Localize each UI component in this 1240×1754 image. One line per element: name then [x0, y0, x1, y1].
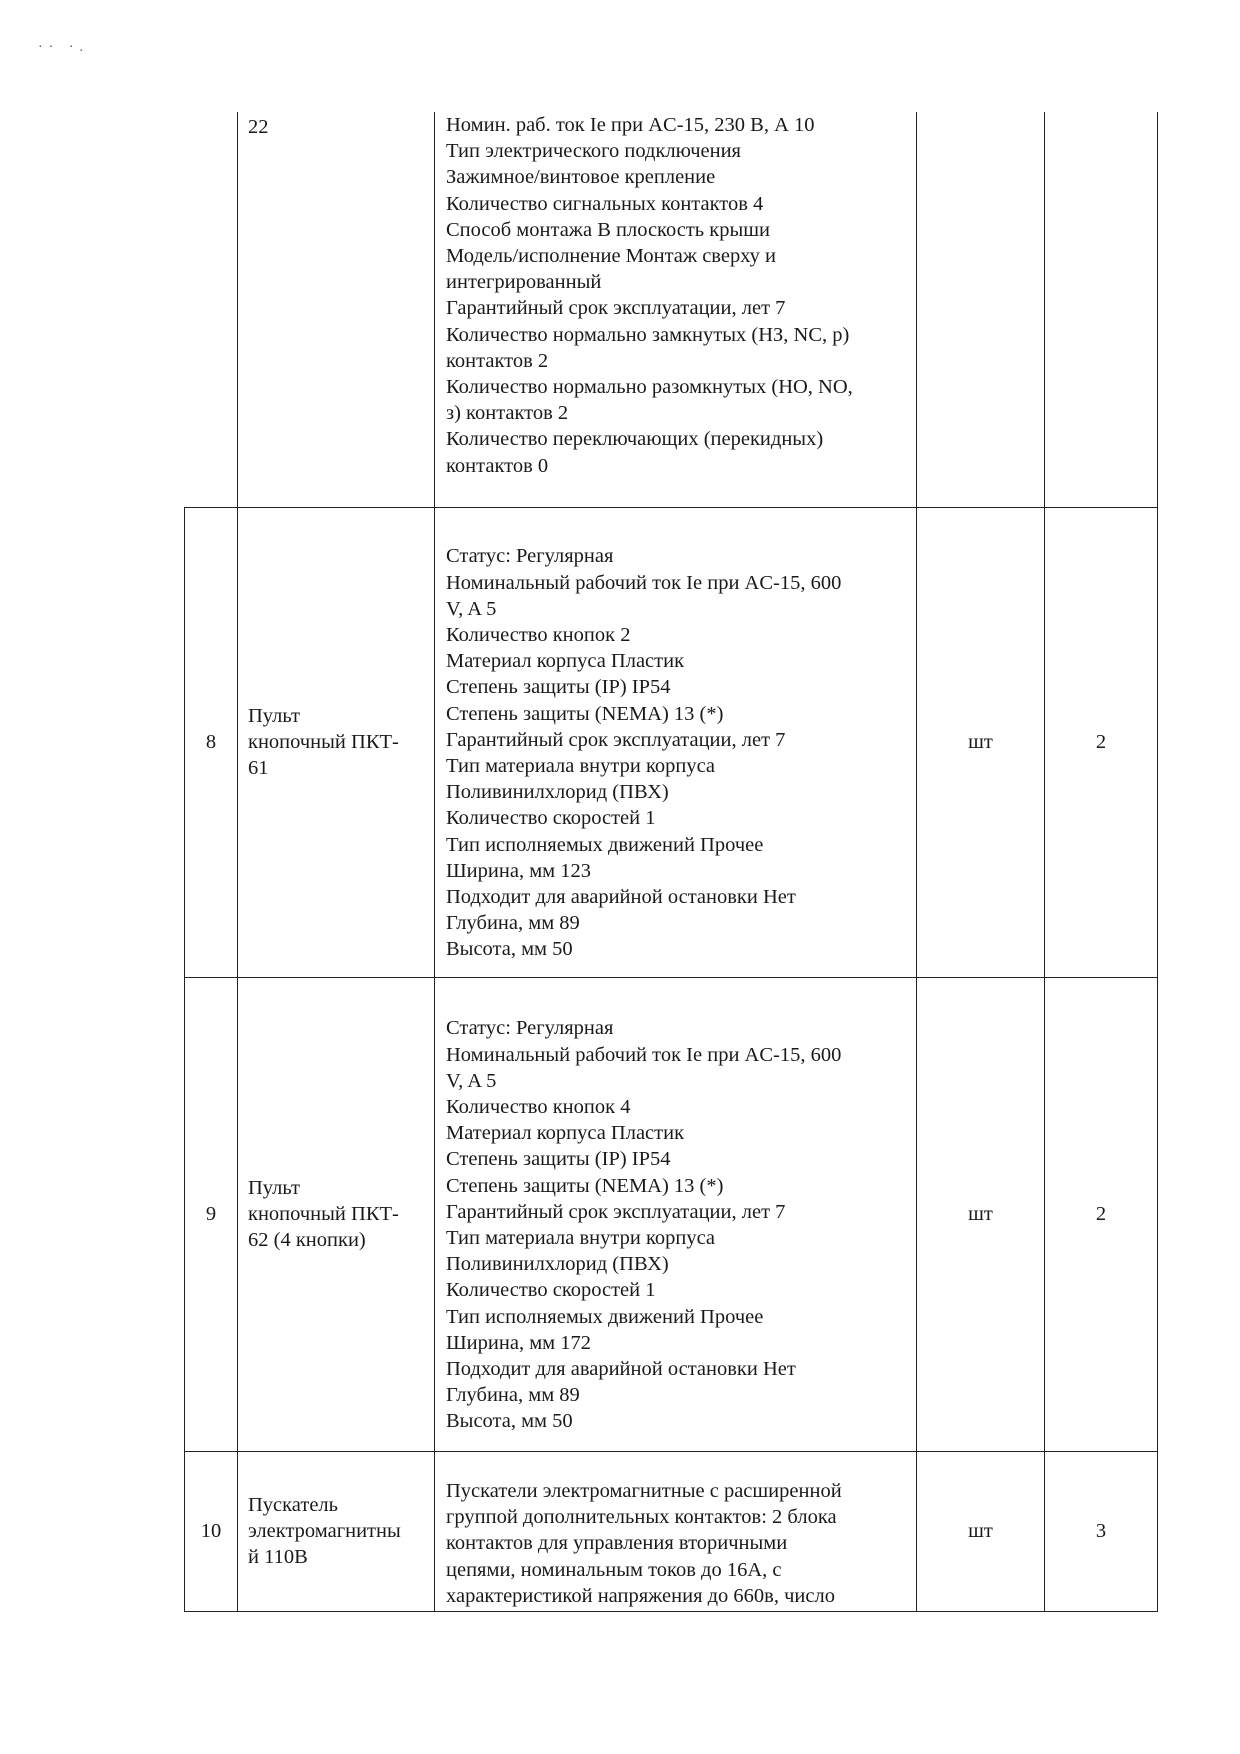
- description-line: Материал корпуса Пластик: [446, 1122, 685, 1145]
- unit-cell: шт: [917, 507, 1045, 977]
- description-line: Количество нормально разомкнутых (НО, NO,: [446, 376, 853, 399]
- item-name-line: 22: [248, 116, 269, 138]
- item-description-cell: [435, 977, 917, 1451]
- item-description-cell: [435, 1451, 917, 1611]
- unit-cell: [917, 112, 1045, 507]
- item-name-line: электромагнитны: [248, 1519, 401, 1542]
- description-line: Способ монтажа В плоскость крыши: [446, 218, 771, 241]
- description-line: Статус: Регулярная: [446, 1017, 614, 1040]
- row-number-cell: [185, 112, 238, 507]
- description-line: Количество нормально замкнутых (НЗ, NC, р): [446, 323, 850, 346]
- table-row: [185, 112, 1158, 507]
- description-line: Степень защиты (IP) IP54: [446, 1148, 671, 1171]
- description-line: Поливинилхлорид (ПВХ): [446, 1253, 669, 1276]
- item-name-line: 62 (4 кнопки): [248, 1229, 366, 1252]
- unit-cell: шт: [917, 977, 1045, 1451]
- description-line: Количество скоростей 1: [446, 807, 656, 830]
- description-line: Количество кнопок 4: [446, 1095, 631, 1118]
- description-line: з) контактов 2: [446, 402, 569, 425]
- description-line: Степень защиты (NEMA) 13 (*): [446, 702, 724, 725]
- description-line: V, A 5: [446, 1069, 497, 1092]
- description-line: Количество кнопок 2: [446, 623, 631, 646]
- description-line: Тип исполняемых движений Прочее: [446, 833, 764, 856]
- specification-table: [184, 112, 1158, 1612]
- description-line: группой дополнительных контактов: 2 блока: [446, 1506, 837, 1529]
- row-number-cell: 9: [185, 977, 238, 1451]
- description-line: контактов 0: [446, 454, 549, 477]
- description-line: Степень защиты (NEMA) 13 (*): [446, 1174, 724, 1197]
- description-line: контактов для управления вторичными: [446, 1532, 788, 1555]
- description-line: Ширина, мм 123: [446, 859, 592, 882]
- description-line: Тип электрического подключения: [446, 140, 741, 163]
- item-description-cell: [435, 112, 917, 507]
- item-name-cell: [238, 112, 435, 507]
- description-line: Материал корпуса Пластик: [446, 650, 685, 673]
- quantity-cell: 2: [1045, 507, 1158, 977]
- description-line: Ширина, мм 172: [446, 1331, 592, 1354]
- description-line: Номинальный рабочий ток Ie при AC-15, 600: [446, 571, 842, 594]
- description-line: Количество скоростей 1: [446, 1279, 656, 1302]
- description-line: цепями, номинальным токов до 16А, с: [446, 1558, 782, 1581]
- description-line: Модель/исполнение Монтаж сверху и: [446, 245, 777, 268]
- unit-cell: шт: [917, 1451, 1045, 1611]
- description-line: Высота, мм 50: [446, 938, 573, 961]
- description-line: Степень защиты (IP) IP54: [446, 676, 671, 699]
- description-line: Количество сигнальных контактов 4: [446, 192, 764, 215]
- item-name-cell: [238, 1451, 435, 1611]
- description-line: Пускатели электромагнитные с расширенной: [446, 1479, 842, 1502]
- table-body: [185, 112, 1158, 1611]
- description-line: Номин. раб. ток Ie при AC-15, 230 В, А 10: [446, 114, 815, 136]
- description-line: Гарантийный срок эксплуатации, лет 7: [446, 1200, 786, 1223]
- description-line: Гарантийный срок эксплуатации, лет 7: [446, 728, 786, 751]
- item-name-cell: [238, 977, 435, 1451]
- item-name-line: й 110В: [248, 1546, 308, 1569]
- table-row: [185, 507, 1158, 977]
- description-line: Глубина, мм 89: [446, 1384, 580, 1407]
- item-name-line: кнопочный ПКТ-: [248, 1202, 399, 1225]
- quantity-cell: 2: [1045, 977, 1158, 1451]
- table-row: [185, 977, 1158, 1451]
- description-line: Тип исполняемых движений Прочее: [446, 1305, 764, 1328]
- scan-specks: ·· ·.: [38, 40, 89, 55]
- description-line: Номинальный рабочий ток Ie при AC-15, 600: [446, 1043, 842, 1066]
- description-line: интегрированный: [446, 271, 602, 294]
- description-line: контактов 2: [446, 349, 549, 372]
- description-line: Тип материала внутри корпуса: [446, 755, 716, 777]
- item-name-line: кнопочный ПКТ-: [248, 730, 399, 753]
- item-name-line: Пульт: [248, 704, 300, 727]
- description-line: Поливинилхлорид (ПВХ): [446, 781, 669, 804]
- description-line: характеристикой напряжения до 660в, число: [446, 1584, 835, 1607]
- description-line: Глубина, мм 89: [446, 912, 580, 935]
- description-line: Тип материала внутри корпуса: [446, 1227, 716, 1249]
- description-line: Статус: Регулярная: [446, 545, 614, 568]
- description-line: Гарантийный срок эксплуатации, лет 7: [446, 297, 786, 320]
- description-line: Зажимное/винтовое крепление: [446, 166, 716, 189]
- description-line: Количество переключающих (перекидных): [446, 428, 824, 451]
- quantity-cell: 3: [1045, 1451, 1158, 1611]
- description-line: V, A 5: [446, 597, 497, 620]
- row-number-cell: 10: [185, 1451, 238, 1611]
- quantity-cell: [1045, 112, 1158, 507]
- description-line: Подходит для аварийной остановки Нет: [446, 1358, 796, 1381]
- item-description-cell: [435, 507, 917, 977]
- item-name-cell: [238, 507, 435, 977]
- table-row: [185, 1451, 1158, 1611]
- description-line: Высота, мм 50: [446, 1410, 573, 1433]
- item-name-line: 61: [248, 757, 269, 780]
- item-name-line: Пускатель: [248, 1493, 339, 1516]
- description-line: Подходит для аварийной остановки Нет: [446, 886, 796, 909]
- row-number-cell: 8: [185, 507, 238, 977]
- item-name-line: Пульт: [248, 1176, 300, 1199]
